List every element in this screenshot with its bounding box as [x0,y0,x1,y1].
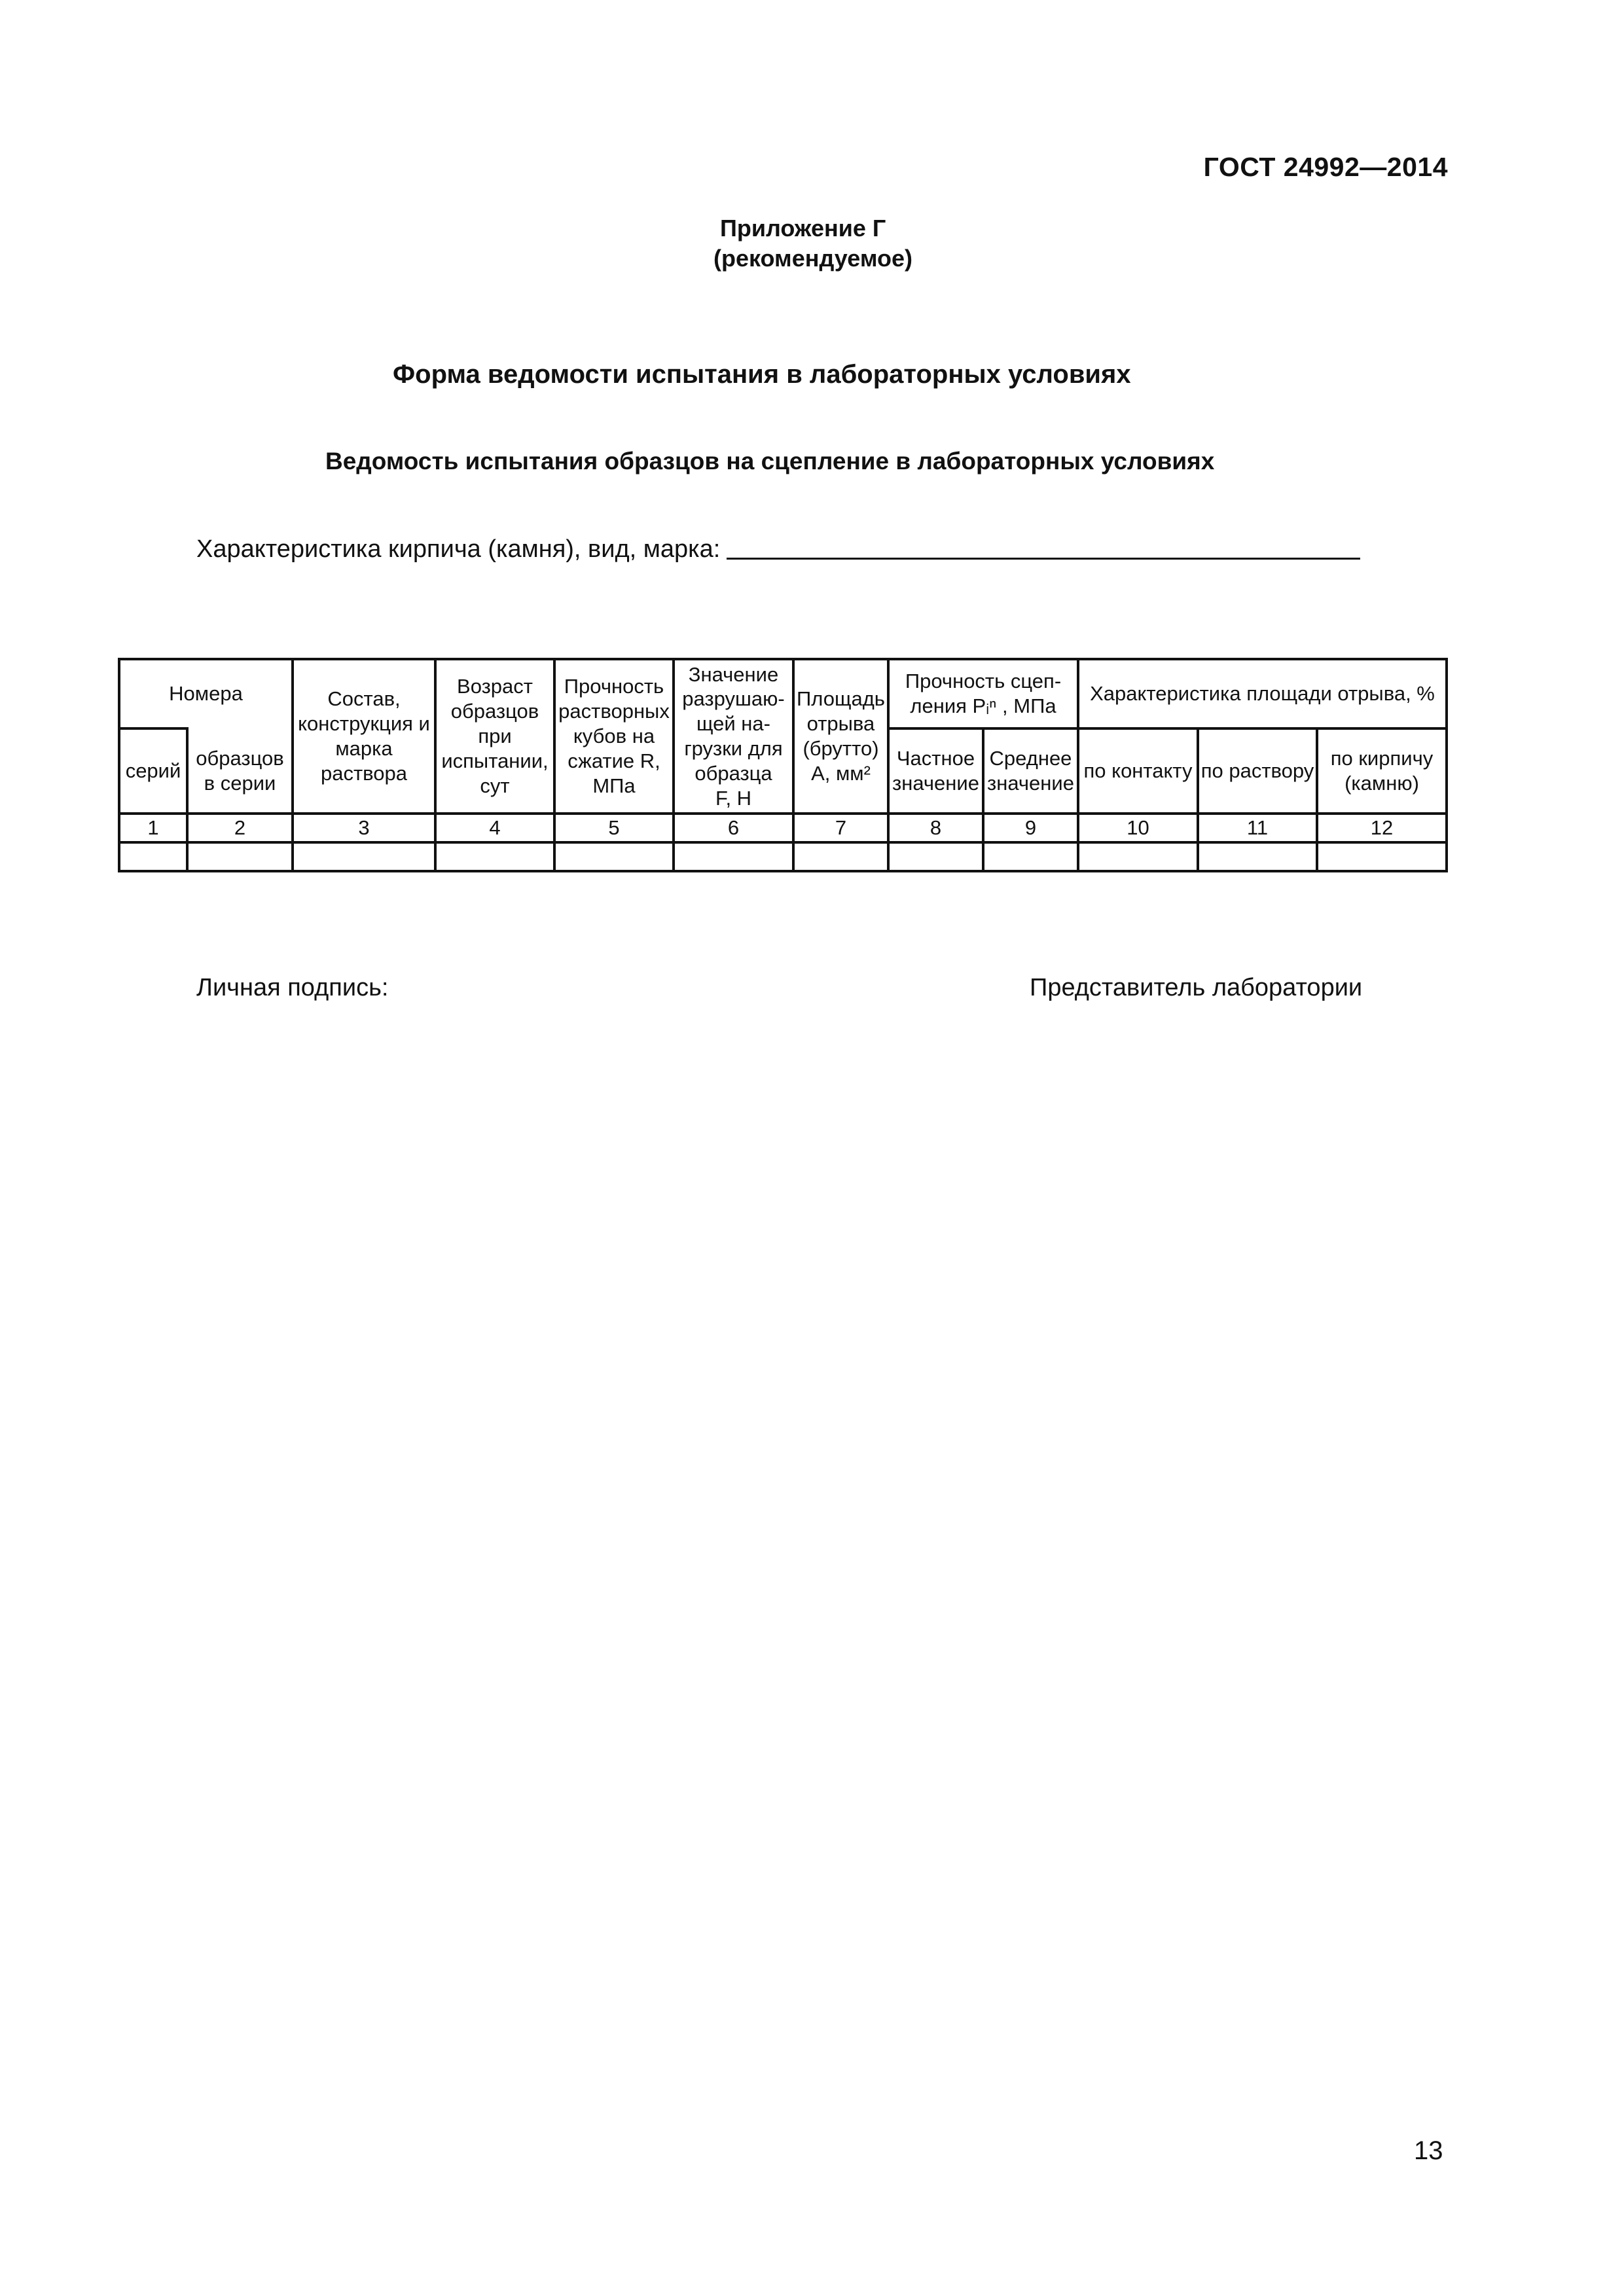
column-number: 3 [358,816,370,840]
table-cell[interactable] [1199,844,1316,870]
characteristic-row [196,535,1360,564]
signature-label: Личная подпись: [196,974,389,1001]
column-number: 4 [489,816,501,840]
table-cell[interactable] [294,844,434,870]
table-cell[interactable] [984,844,1077,870]
header-series: серий [125,759,181,783]
column-number: 7 [835,816,847,840]
table-cell[interactable] [890,844,982,870]
header-numbers: Номера [169,682,243,706]
characteristic-field[interactable] [727,558,1360,560]
header-mean-value: Среднее значение [987,747,1074,795]
form-title: Форма ведомости испытания в лабораторных условиях [393,360,1131,389]
lab-representative-label: Представитель лаборатории [1030,974,1363,1001]
header-samples: образцов в серии [196,747,284,795]
column-number: 10 [1127,816,1149,840]
column-number: 2 [234,816,246,840]
table-cell[interactable] [189,844,291,870]
table-cell[interactable] [1318,844,1445,870]
characteristic-label: Характеристика кирпича (камня), вид, марка: [196,535,721,563]
header-by-contact: по контакту [1083,759,1193,783]
table-cell[interactable] [556,844,672,870]
table-cell[interactable] [795,844,887,870]
page-number: 13 [1414,2136,1443,2165]
header-failure-load: Значение разрушаю- щей на- грузки для образца F, Н [682,662,785,810]
document-code: ГОСТ 24992—2014 [1203,152,1448,182]
appendix-note: (рекомендуемое) [713,245,912,272]
header-age: Возраст образцов при испытании, сут [441,675,549,797]
header-cube-strength: Прочность растворных кубов на сжатие R, МПа [558,675,670,797]
column-number: 6 [727,816,740,840]
header-separation-characteristic: Характеристика площади отрыва, % [1090,682,1435,706]
header-by-mortar: по раствору [1200,759,1314,783]
header-partial-value: Частное значение [892,747,979,795]
column-number: 8 [929,816,942,840]
column-number: 12 [1370,816,1394,840]
column-number: 1 [147,816,159,840]
statement-title: Ведомость испытания образцов на сцепление в лабораторных условиях [325,448,1215,475]
table-cell[interactable] [675,844,792,870]
table-cell[interactable] [1079,844,1197,870]
test-record-table [118,658,1448,867]
header-adhesion-strength: Прочность сцеп- ления Pᵢⁿ , МПа [905,670,1062,717]
column-number: 11 [1246,816,1269,840]
header-by-brick: по кирпичу (камню) [1330,747,1434,795]
appendix-title: Приложение Г [720,215,886,242]
table-cell[interactable] [120,844,186,870]
column-number: 9 [1024,816,1037,840]
table-cell[interactable] [437,844,553,870]
header-composition: Состав, конструкция и марка раствора [298,687,430,785]
column-number: 5 [608,816,620,840]
header-separation-area: Площадь отрыва (брутто) A, мм² [797,687,885,785]
